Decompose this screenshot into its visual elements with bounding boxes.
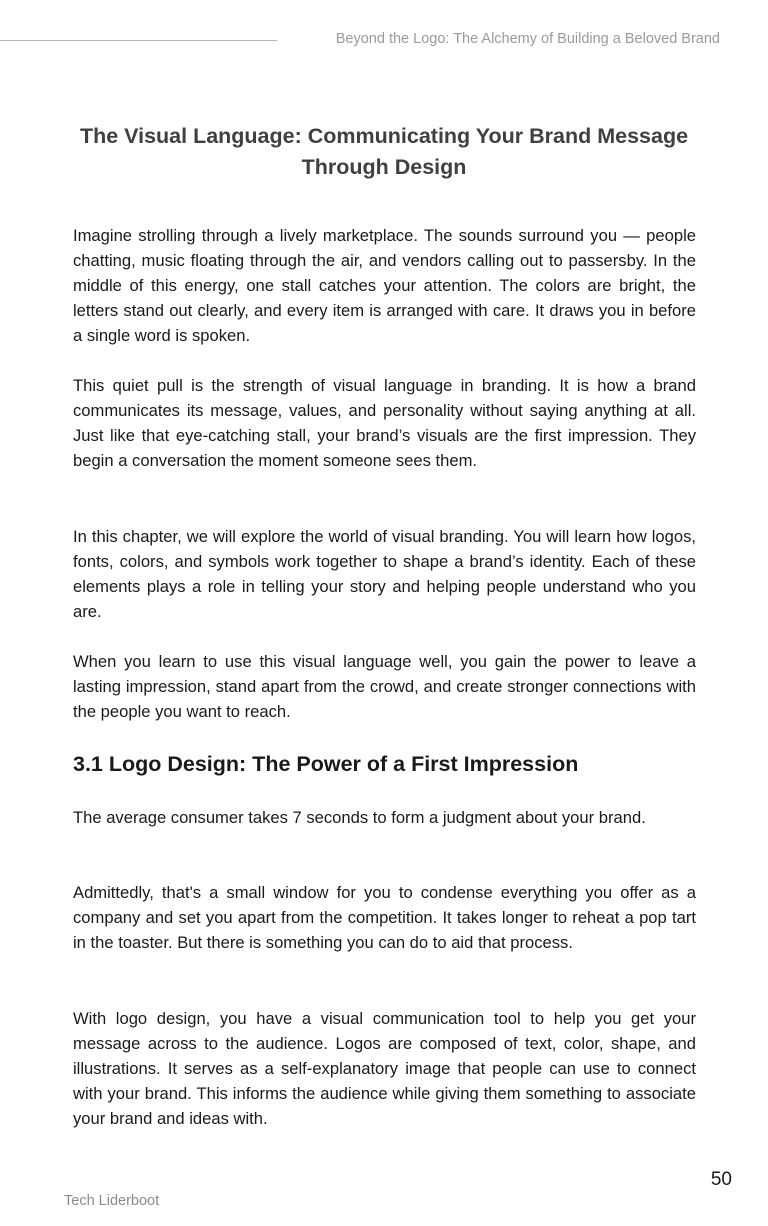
running-header-book-title: Beyond the Logo: The Alchemy of Building a Beloved Brand [335,31,720,47]
chapter-paragraph-3: In this chapter, we will explore the world of visual branding. You will learn how logos, fonts, colors, and symbols work together to shape a brand’s identity. Each of these elements plays a role in telling your story and helping people understand who you are. [73,527,696,621]
chapter-title: The Visual Language: Communicating Your Brand Message Through Design [79,124,689,179]
chapter-paragraph-4: When you learn to use this visual language well, you gain the power to leave a lasting impression, stand apart from the crowd, and create stronger connections with the people you want to reach. [73,652,696,721]
footer-author: Tech Liderboot [64,1193,160,1209]
section-paragraph-1: The average consumer takes 7 seconds to form a judgment about your brand. [73,808,646,827]
header-divider [0,40,277,41]
page-number: 50 [710,1169,732,1190]
section-paragraph-3: With logo design, you have a visual communication tool to help you get your message across to the audience. Logos are composed of text, color, shape, and illustrations. It serves as a self-explanatory image that people can use to connect with your brand. This informs the audience while giving them something to associate your brand and ideas with. [73,1009,696,1128]
chapter-paragraph-1: Imagine strolling through a lively marketplace. The sounds surround you — people chatting, music floating through the air, and vendors calling out to passersby. In the middle of this energy, one stall catches your attention. The colors are bright, the letters stand out clearly, and every item is arranged with care. It draws you in before a single word is spoken. [73,226,696,345]
section-heading: 3.1 Logo Design: The Power of a First Impression [73,752,579,776]
chapter-paragraph-2: This quiet pull is the strength of visual language in branding. It is how a brand communicates its message, values, and personality without saying anything at all. Just like that eye-catching stall, your brand’s visuals are the first impression. They begin a conversation the moment someone sees them. [73,376,696,470]
section-paragraph-2: Admittedly, that's a small window for you to condense everything you offer as a company and set you apart from the competition. It takes longer to reheat a pop tart in the toaster. But there is something you can do to aid that process. [73,883,696,952]
